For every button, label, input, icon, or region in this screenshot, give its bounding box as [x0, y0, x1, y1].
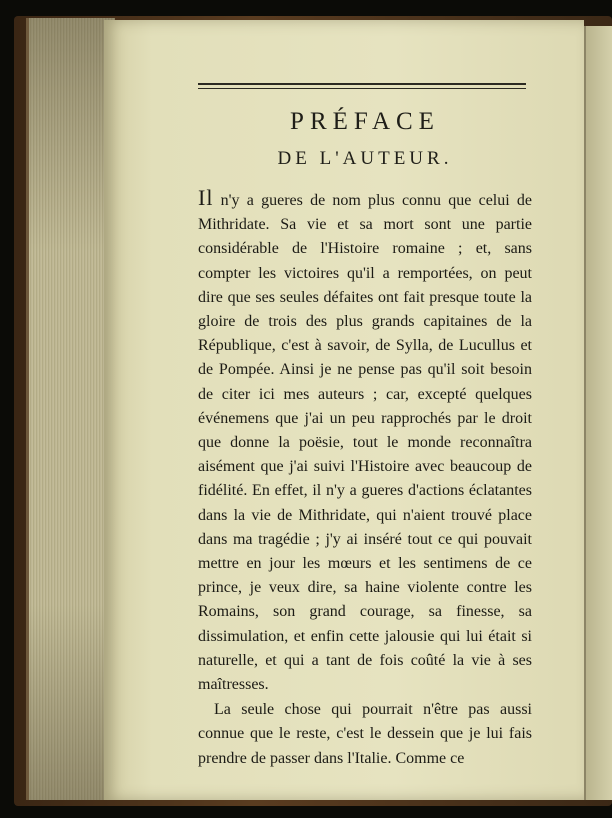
page-edges	[26, 18, 115, 800]
paragraph-1	[198, 186, 532, 697]
preface-text	[198, 186, 532, 771]
page-title: PRÉFACE	[290, 108, 440, 135]
initial-capital: Il	[198, 185, 214, 210]
paragraph-1-text: n'y a gueres de nom plus connu que celui de Mithridate. Sa vie et sa mort sont une partie considérable de l'Histoire romaine ; et, sans compter les victoires qu'il a remportées, on peut dire que ses seules défaites ont fait presque toute la gloire de trois des plus grands capitaines de la République, c'est à savoir, de Sylla, de Lucullus et de Pompée. Ainsi je ne pense pas qu'il soit besoin de citer ici mes auteurs ; car, excepté quelques événemens que j'ai un peu rapprochés par le droit que donne la poësie, tout le monde reconnaîtra aisément que j'ai suivi l'Histoire avec beaucoup de fidélité. En effet, il n'y a gueres d'actions éclatantes dans la vie de Mithridate, qui n'aient trouvé place dans ma tragédie ; j'y ai inséré tout ce qui pouvait mettre en jour les mœurs et les sentimens de ce prince, je veux dire, sa haine violente contre les Romains, son grand courage, sa finesse, sa dissimulation, et enfin cette jalousie qui lui était si naturelle, et qui a tant de fois coûté la vie à ses maîtresses.	[198, 192, 532, 694]
header-rule-thin	[198, 88, 526, 89]
page-subtitle: DE L'AUTEUR.	[277, 148, 453, 169]
header-rule-thick	[198, 83, 526, 85]
paragraph-2: La seule chose qui pourrait n'être pas aussi connue que le reste, c'est le dessein que je lui fais prendre de passer dans l'Italie. Comme ce	[198, 701, 532, 767]
facing-page-edge	[584, 26, 612, 800]
